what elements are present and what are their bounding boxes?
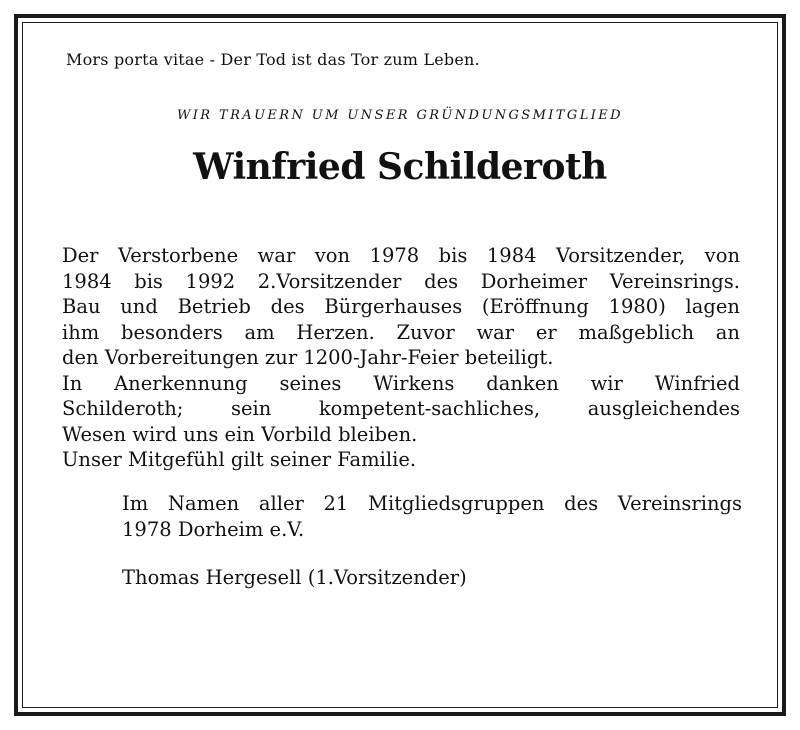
obituary-body (62, 243, 740, 473)
body-line: Unser Mitgefühl gilt seiner Familie. (62, 448, 417, 471)
deceased-name: Winfried Schilderoth (193, 146, 607, 188)
body-line: den Vorbereitungen zur 1200-Jahr-Feier beteiligt. (62, 346, 554, 369)
body-line: Bau und Betrieb des Bürgerhauses (Eröffnung 1980) lagen (62, 295, 740, 318)
body-line: In Anerkennung seines Wirkens danken wir Winfried (62, 371, 740, 395)
signer-name: Thomas Hergesell (1.Vorsitzender) (122, 566, 467, 589)
body-line: 1984 bis 1992 2.Vorsitzender des Dorheimer Vereinsrings. (62, 269, 740, 293)
body-line: Der Verstorbene war von 1978 bis 1984 Vorsitzender, von (62, 244, 740, 267)
body-line: ihm besonders am Herzen. Zuvor war er maßgeblich an (62, 320, 740, 344)
motto: Mors porta vitae - Der Tod ist das Tor zum Leben. (66, 50, 480, 69)
signature-line: 1978 Dorheim e.V. (122, 517, 305, 541)
signature-block (122, 491, 742, 542)
body-line: Schilderoth; sein kompetent-sachliches, ausgleichendes (62, 397, 740, 420)
body-line: Wesen wird uns ein Vorbild bleiben. (62, 422, 418, 446)
signature-line: Im Namen aller 21 Mitgliedsgruppen des Vereinsrings (122, 492, 742, 515)
subheading: WIR TRAUERN UM UNSER GRÜNDUNGSMITGLIED (177, 108, 623, 123)
